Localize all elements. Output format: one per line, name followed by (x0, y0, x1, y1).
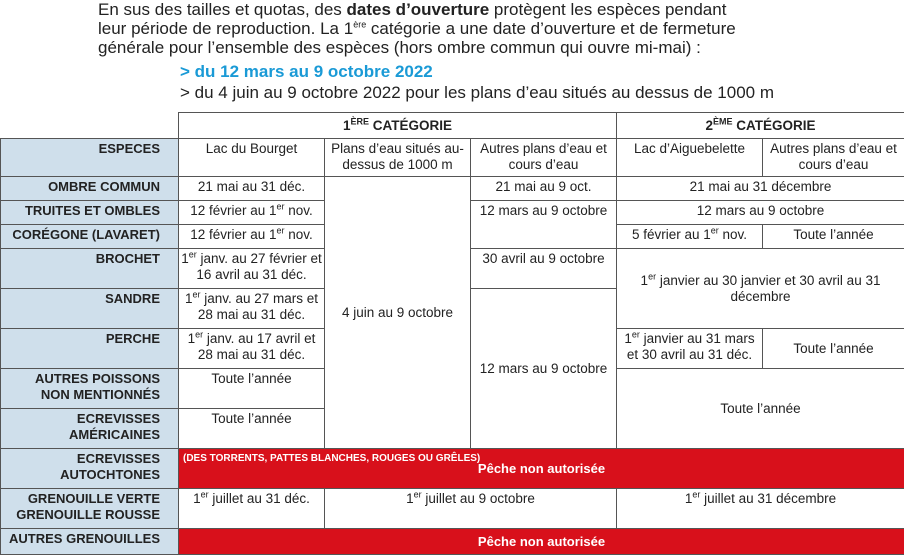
ecrevisses-autochtones-note: (DES TORRENTS, PATTES BLANCHES, ROUGES OU GRÊLES) (183, 453, 481, 464)
species-ecrevisses-americaines: ECREVISSES AMÉRICAINES (1, 409, 179, 449)
corner-blank (1, 113, 179, 139)
species-autres-grenouilles: AUTRES GRENOUILLES (1, 529, 179, 555)
ecrevisses-am-bourget: Toute l’année (179, 409, 325, 449)
category-1-header: 1ÈRE CATÉGORIE (179, 113, 617, 139)
fishing-dates-table (0, 112, 904, 555)
species-autres-poissons: AUTRES POISSONS NON MENTIONNÉS (1, 369, 179, 409)
species-brochet: BROCHET (1, 249, 179, 289)
species-perche: PERCHE (1, 329, 179, 369)
truites-bourget: 12 février au 1er nov. (179, 201, 325, 225)
intro-line-1: En sus des tailles et quotas, des dates d’ouverture protègent les espèces pendant (98, 0, 727, 19)
autres-ecrevisses-cat2: Toute l’année (617, 369, 904, 449)
col-autres-cat1: Autres plans d’eau et cours d’eau (471, 139, 617, 177)
perche-autres2: Toute l’année (763, 329, 904, 369)
sandre-bourget: 1er janv. au 27 mars et 28 mai au 31 déc. (179, 289, 325, 329)
intro-text (98, 0, 898, 57)
coregone-aiguebelette: 5 février au 1er nov. (617, 225, 763, 249)
species-column-header: ESPECES (1, 139, 179, 177)
grenouille-bourget: 1er juillet au 31 déc. (179, 489, 325, 529)
species-grenouilles: GRENOUILLE VERTE GRENOUILLE ROUSSE (1, 489, 179, 529)
ecrevisses-autochtones-forbidden (179, 449, 904, 489)
opening-dates-highlight: > du 12 mars au 9 octobre 2022 (180, 62, 433, 81)
plans-1000-dates: 4 juin au 9 octobre (325, 177, 471, 449)
col-lac-aiguebelette: Lac d’Aiguebelette (617, 139, 763, 177)
ombre-cat2: 21 mai au 31 décembre (617, 177, 904, 201)
species-ecrevisses-autochtones: ECREVISSES AUTOCHTONES (1, 449, 179, 489)
ombre-bourget: 21 mai au 31 déc. (179, 177, 325, 201)
ecrevisses-autochtones-status: Pêche non autorisée (477, 460, 606, 476)
species-sandre: SANDRE (1, 289, 179, 329)
col-plans-1000: Plans d’eau situés au-dessus de 1000 m (325, 139, 471, 177)
intro-line-3: générale pour l’ensemble des espèces (hors ombre commun qui ouvre mi-mai) : (98, 38, 701, 57)
species-truites: TRUITES ET OMBLES (1, 201, 179, 225)
brochet-autres1: 30 avril au 9 octobre (471, 249, 617, 289)
grenouille-cat1: 1er juillet au 9 octobre (325, 489, 617, 529)
grenouille-cat2: 1er juillet au 31 décembre (617, 489, 904, 529)
autres-grenouilles-forbidden: Pêche non autorisée (179, 529, 904, 555)
coregone-bourget: 12 février au 1er nov. (179, 225, 325, 249)
autres-poissons-bourget: Toute l’année (179, 369, 325, 409)
ombre-autres1: 21 mai au 9 oct. (471, 177, 617, 201)
col-autres-cat2: Autres plans d’eau et cours d’eau (763, 139, 904, 177)
truites-cat2: 12 mars au 9 octobre (617, 201, 904, 225)
perche-aiguebelette: 1er janvier au 31 mars et 30 avril au 31 déc. (617, 329, 763, 369)
coregone-autres2: Toute l’année (763, 225, 904, 249)
opening-dates-altitude: > du 4 juin au 9 octobre 2022 pour les plans d’eau situés au dessus de 1000 m (180, 83, 774, 102)
species-coregone: CORÉGONE (LAVARET) (1, 225, 179, 249)
intro-line-2: leur période de reproduction. La 1ère catégorie a une date d’ouverture et de fermeture (98, 19, 736, 38)
col-lac-bourget: Lac du Bourget (179, 139, 325, 177)
species-ombre: OMBRE COMMUN (1, 177, 179, 201)
brochet-bourget: 1er janv. au 27 février et 16 avril au 31 déc. (179, 249, 325, 289)
sandre-perche-autres1: 12 mars au 9 octobre (471, 289, 617, 449)
brochet-sandre-cat2: 1er janvier au 30 janvier et 30 avril au 31 décembre (617, 249, 904, 329)
perche-bourget: 1er janv. au 17 avril et 28 mai au 31 déc. (179, 329, 325, 369)
category-2-header: 2ÈME CATÉGORIE (617, 113, 904, 139)
truites-coregone-autres1: 12 mars au 9 octobre (471, 201, 617, 249)
